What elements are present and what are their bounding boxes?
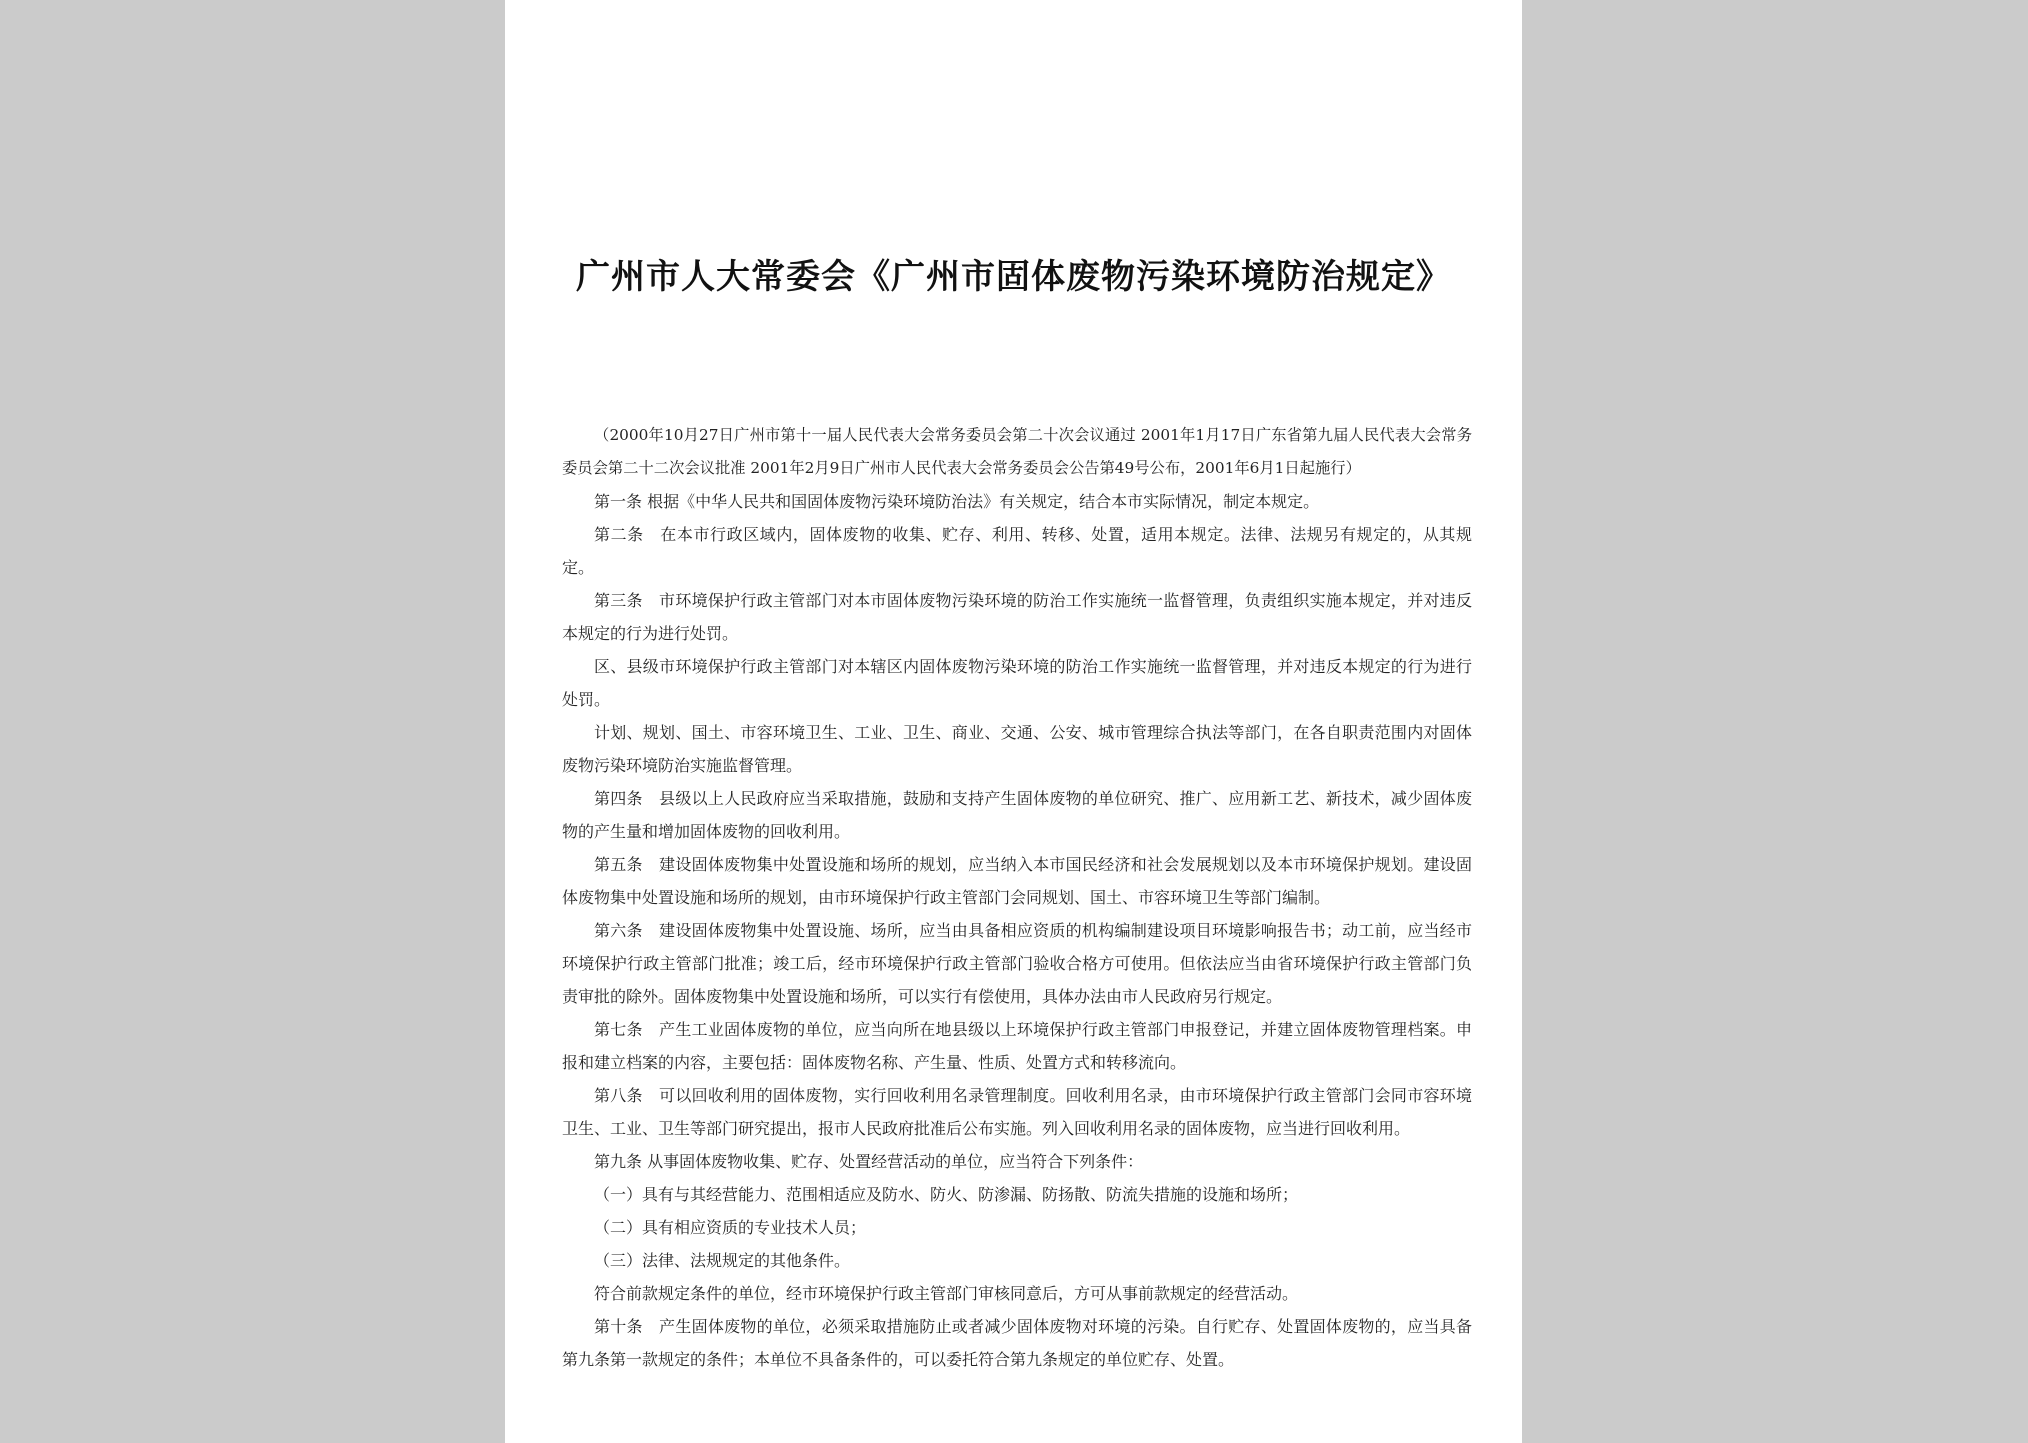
article-3-clause-3-paragraph: 计划、规划、国土、市容环境卫生、工业、卫生、商业、交通、公安、城市管理综合执法等部门，在各自职责范围内对固体废物污染环境防治实施监督管理。 xyxy=(562,723,1472,775)
article-9-item-2: （二）具有相应资质的专业技术人员； xyxy=(594,1218,867,1237)
article-7-paragraph: 第七条 产生工业固体废物的单位，应当向所在地县级以上环境保护行政主管部门申报登记，并建立固体废物管理档案。申报和建立档案的内容，主要包括：固体废物名称、产生量、性质、处置方式和转移流向。 xyxy=(562,1020,1472,1072)
article-9-paragraph: 第九条 从事固体废物收集、贮存、处置经营活动的单位，应当符合下列条件： xyxy=(594,1152,1144,1171)
article-5-paragraph: 第五条 建设固体废物集中处置设施和场所的规划，应当纳入本市国民经济和社会发展规划以及本市环境保护规划。建设固体废物集中处置设施和场所的规划，由市环境保护行政主管部门会同规划、国土、市容环境卫生等部门编制。 xyxy=(562,855,1472,907)
article-3-paragraph: 第三条 市环境保护行政主管部门对本市固体废物污染环境的防治工作实施统一监督管理，负责组织实施本规定，并对违反本规定的行为进行处罚。 xyxy=(562,591,1472,643)
article-10-paragraph: 第十条 产生固体废物的单位，必须采取措施防止或者减少固体废物对环境的污染。自行贮存、处置固体废物的，应当具备第九条第一款规定的条件；本单位不具备条件的，可以委托符合第九条规定的单位贮存、处置。 xyxy=(562,1317,1472,1369)
article-9-clause-2-paragraph: 符合前款规定条件的单位，经市环境保护行政主管部门审核同意后，方可从事前款规定的经营活动。 xyxy=(594,1284,1299,1303)
document-title: 广州市人大常委会《广州市固体废物污染环境防治规定》 xyxy=(576,257,1451,297)
article-9-item-1: （一）具有与其经营能力、范围相适应及防水、防火、防渗漏、防扬散、防流失措施的设施和场所； xyxy=(594,1185,1299,1204)
document-page xyxy=(505,0,1522,1443)
article-2-paragraph: 第二条 在本市行政区域内，固体废物的收集、贮存、利用、转移、处置，适用本规定。法律、法规另有规定的，从其规定。 xyxy=(562,525,1472,577)
article-6-paragraph: 第六条 建设固体废物集中处置设施、场所，应当由具备相应资质的机构编制建设项目环境影响报告书；动工前，应当经市环境保护行政主管部门批准；竣工后，经市环境保护行政主管部门验收合格方可使用。但依法应当由省环境保护行政主管部门负责审批的除外。固体废物集中处置设施和场所，可以实行有偿使用，具体办法由市人民政府另行规定。 xyxy=(562,921,1472,1006)
preface-paragraph: （2000年10月27日广州市第十一届人民代表大会常务委员会第二十次会议通过 2001年1月17日广东省第九届人民代表大会常务委员会第二十二次会议批准 2001年2月9日广州市人民代表大会常务委员会公告第49号公布，2001年6月1日起施行） xyxy=(562,426,1472,477)
article-3-clause-2-paragraph: 区、县级市环境保护行政主管部门对本辖区内固体废物污染环境的防治工作实施统一监督管理，并对违反本规定的行为进行处罚。 xyxy=(562,657,1472,709)
article-1-paragraph: 第一条 根据《中华人民共和国固体废物污染环境防治法》有关规定，结合本市实际情况，制定本规定。 xyxy=(594,492,1320,511)
article-4-paragraph: 第四条 县级以上人民政府应当采取措施，鼓励和支持产生固体废物的单位研究、推广、应用新工艺、新技术，减少固体废物的产生量和增加固体废物的回收利用。 xyxy=(562,789,1472,841)
document-body xyxy=(562,419,1472,1376)
article-8-paragraph: 第八条 可以回收利用的固体废物，实行回收利用名录管理制度。回收利用名录，由市环境保护行政主管部门会同市容环境卫生、工业、卫生等部门研究提出，报市人民政府批准后公布实施。列入回收利用名录的固体废物，应当进行回收利用。 xyxy=(562,1086,1472,1138)
article-9-item-3: （三）法律、法规规定的其他条件。 xyxy=(594,1251,851,1270)
